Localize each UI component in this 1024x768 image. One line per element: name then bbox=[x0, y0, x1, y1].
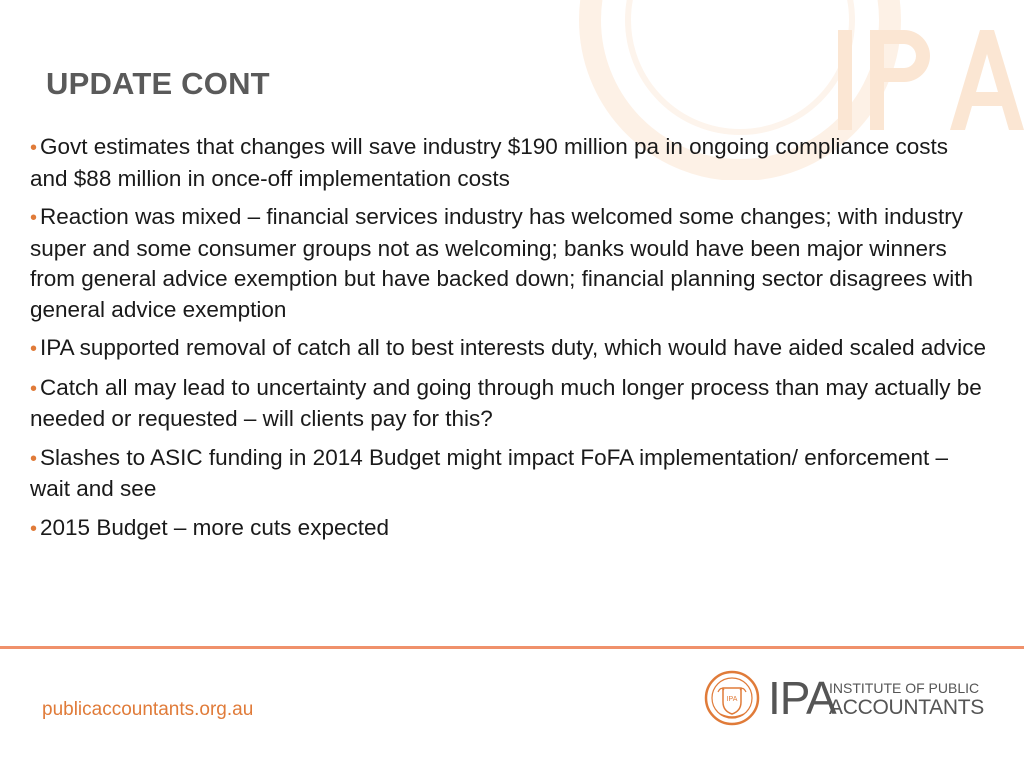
ipa-logo bbox=[704, 668, 994, 728]
footer-website: publicaccountants.org.au bbox=[42, 699, 254, 720]
bullet-icon: • bbox=[30, 517, 38, 540]
bullet-item bbox=[30, 373, 990, 435]
seal-label: IPA bbox=[726, 696, 738, 703]
bullet-icon: • bbox=[30, 207, 38, 229]
logo-line-accountants: ACCOUNTANTS bbox=[829, 696, 984, 719]
bullet-text: IPA supported removal of catch all to best interests duty, which would have aided scaled advice bbox=[40, 335, 986, 360]
bullet-text: Slashes to ASIC funding in 2014 Budget might impact FoFA implementation/ enforcement – wait and see bbox=[30, 444, 949, 501]
bullet-list bbox=[30, 132, 990, 552]
slide-title: UPDATE CONT bbox=[46, 66, 270, 101]
bullet-icon: • bbox=[30, 338, 38, 360]
bullet-item bbox=[30, 513, 990, 545]
bullet-text: Catch all may lead to uncertainty and going through much longer process than may actually be needed or requested – will clients pay for this? bbox=[30, 374, 982, 431]
bullet-item bbox=[30, 333, 990, 365]
logo-abbreviation: IPA bbox=[768, 672, 836, 724]
logo-line-institute: INSTITUTE OF PUBLIC bbox=[829, 680, 980, 696]
bullet-icon: • bbox=[30, 377, 38, 400]
bullet-item bbox=[30, 132, 990, 194]
bullet-icon: • bbox=[30, 137, 38, 159]
ipa-seal-icon bbox=[704, 670, 760, 726]
bullet-item bbox=[30, 443, 990, 505]
footer-divider bbox=[0, 646, 1024, 649]
bullet-icon: • bbox=[30, 447, 38, 470]
bullet-item bbox=[30, 202, 990, 325]
bullet-text: Reaction was mixed – financial services industry has welcomed some changes; with industry super and some consumer groups not as welcoming; banks would have been major winners from general advice exemption but have backed down; financial planning sector disagrees with general advice exemption bbox=[30, 204, 974, 322]
bullet-text: 2015 Budget – more cuts expected bbox=[40, 514, 389, 540]
bullet-text: Govt estimates that changes will save industry $190 million pa in ongoing compliance costs and $88 million in once-off implementation costs bbox=[30, 134, 948, 191]
